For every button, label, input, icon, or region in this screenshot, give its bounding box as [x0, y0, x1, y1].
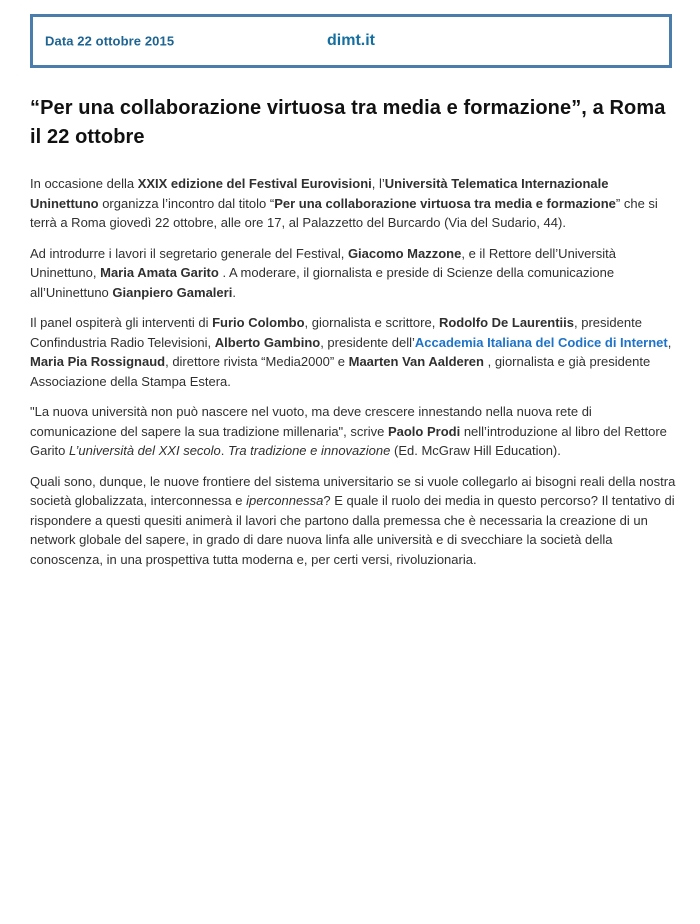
- text-run-regular: Il panel ospiterà gli interventi di: [30, 315, 213, 330]
- text-run-regular: .: [220, 443, 229, 458]
- text-run-regular: , direttore rivista “Media2000” e: [165, 354, 349, 369]
- text-run-regular: Ad introdurre i lavori il segretario generale del Festival,: [30, 245, 348, 261]
- text-run-regular: (Ed. McGraw Hill Education).: [390, 443, 561, 458]
- text-run-bold: Maarten Van Aalderen: [348, 354, 484, 369]
- text-run-regular: . A moderare, il giornalista e preside di Scienze della comunicazione all’Uninettuno: [30, 265, 615, 300]
- text-run-bold: Paolo Prodi: [387, 423, 461, 439]
- article-body: [30, 174, 678, 569]
- text-run-regular: , e il Rettore dell’Università Uninettuno,: [30, 245, 616, 280]
- clipping-header: [30, 14, 672, 68]
- accademia-codice-internet-link[interactable]: Accademia Italiana del Codice di Internet: [414, 334, 668, 350]
- text-run-regular: ” che si terrà a Roma giovedì 22 ottobre, alle ore 17, al Palazzetto del Burcardo (Via del Sudario, 44).: [30, 195, 658, 230]
- text-run-bold: Rodolfo De Laurentiis: [438, 315, 574, 330]
- article-paragraph: [30, 402, 678, 461]
- text-run-italic: Tra tradizione e innovazione: [228, 443, 391, 458]
- text-run-regular: "La nuova università non può nascere nel vuoto, ma deve crescere innestando nella nuova rete di comunicazione del sapere la sua tradizione millenaria", scrive: [30, 404, 592, 439]
- text-run-regular: , presidente Confindustria Radio Televisioni,: [30, 315, 642, 350]
- text-run-regular: .: [232, 284, 236, 300]
- text-run-bold: XXIX edizione del Festival Eurovisioni: [137, 176, 372, 191]
- site-name: dimt.it: [327, 32, 375, 49]
- text-run-bold: Alberto Gambino: [214, 334, 321, 350]
- text-run-regular: nell’introduzione al libro del Rettore Garito: [30, 423, 667, 458]
- text-run-bold: Gianpiero Gamaleri: [112, 284, 233, 300]
- text-run-regular: , giornalista e scrittore,: [304, 315, 439, 330]
- text-run-regular: ,: [667, 334, 672, 350]
- article-paragraph: [30, 313, 678, 391]
- article-title: “Per una collaborazione virtuosa tra media e formazione”, a Roma il 22 ottobre: [30, 97, 666, 148]
- article-paragraph: [30, 472, 678, 570]
- text-run-bold: Giacomo Mazzone: [347, 245, 462, 261]
- article-paragraph: [30, 174, 678, 233]
- text-run-bold: Maria Amata Garito: [100, 265, 219, 280]
- text-run-bold: Per una collaborazione virtuosa tra media e formazione: [274, 195, 616, 211]
- article-paragraph: [30, 244, 678, 303]
- text-run-regular: Quali sono, dunque, le nuove frontiere del sistema universitario se si vuole collegarlo ai bisogni reali della nostra società globalizzata, interconnessa e: [30, 473, 676, 508]
- text-run-regular: ? E quale il ruolo dei media in questo percorso? Il tentativo di rispondere a questi quesiti animerà il lavori che partono dalla premessa che è necessaria la creazione di un network globale del sapere, in grado di dare nuova linfa alle università e di svecchiare la società della conoscenza, in una prospettiva tutta moderna e, per certi versi, rivoluzionaria.: [30, 493, 675, 567]
- text-run-italic: L’università del XXI secolo: [69, 443, 221, 458]
- text-run-regular: organizza l’incontro dal titolo “: [98, 195, 275, 211]
- text-run-bold: Maria Pia Rossignaud: [30, 354, 166, 369]
- text-run-regular: In occasione della: [30, 176, 138, 191]
- text-run-bold: Università Telematica Internazionale Uninettuno: [30, 176, 609, 211]
- text-run-bold: Furio Colombo: [212, 315, 305, 330]
- text-run-regular: , presidente dell’: [320, 334, 415, 350]
- clipping-date-label: Data 22 ottobre 2015: [45, 33, 175, 49]
- text-run-regular: , l’: [371, 176, 385, 191]
- text-run-regular: , giornalista e già presidente Associazione della Stampa Estera.: [30, 354, 651, 389]
- text-run-italic: iperconnessa: [246, 493, 324, 508]
